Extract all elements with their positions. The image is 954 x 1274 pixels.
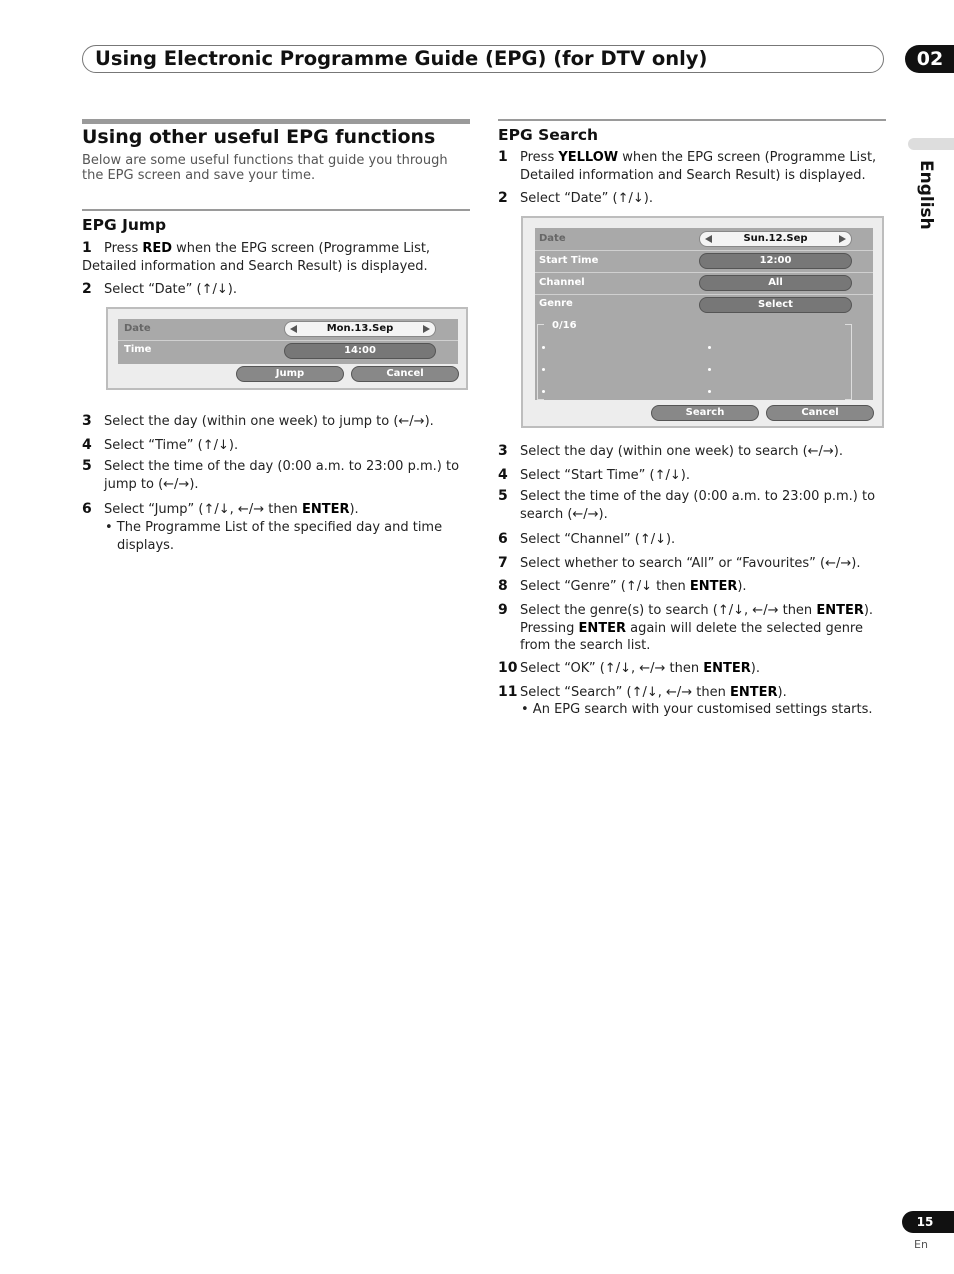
language-tab: [908, 138, 954, 150]
genre-counter: 0/16: [552, 320, 577, 331]
arrow-right-icon: [423, 325, 430, 333]
search-screen: [521, 216, 884, 428]
start-time-field[interactable]: 12:00: [699, 253, 852, 269]
channel-label: Channel: [539, 277, 585, 288]
date-selector[interactable]: Sun.12.Sep: [699, 231, 852, 247]
search-step-1: 1 Press YELLOW when the EPG screen (Programme List, Detailed information and Search Result) is displayed.: [498, 149, 877, 183]
time-field[interactable]: 14:00: [284, 343, 436, 359]
list-bullet: [708, 390, 711, 393]
search-step-4: 4 Select “Start Time” (↑/↓).: [498, 467, 690, 483]
language-label: English: [916, 160, 936, 230]
search-note: • An EPG search with your customised settings starts.: [521, 702, 873, 717]
start-time-label: Start Time: [539, 255, 599, 266]
jump-step-1: 1 Press RED when the EPG screen (Programme List, Detailed information and Search Result) is displayed.: [82, 240, 431, 274]
jump-step-5: 5 Select the time of the day (0:00 a.m. to 23:00 p.m.) to jump to (←/→).: [82, 458, 460, 492]
genre-select-button[interactable]: Select: [699, 297, 852, 313]
list-bullet: [708, 368, 711, 371]
list-bullet: [542, 368, 545, 371]
arrow-left-icon: [290, 325, 297, 333]
list-bracket-left: [537, 324, 544, 400]
epg-search-title: EPG Search: [498, 126, 599, 144]
search-step-9: 9 Select the genre(s) to search (↑/↓, ←/→ then ENTER). Pressing ENTER again will delete the selected genre from the search list.: [498, 602, 874, 653]
arrow-left-icon: [705, 235, 712, 243]
section-rule: [82, 119, 470, 124]
date-label: Date: [124, 323, 151, 334]
section-title: Using other useful EPG functions: [82, 126, 436, 148]
list-bullet: [542, 390, 545, 393]
jump-note: • The Programme List of the specified day and time displays.: [105, 520, 443, 553]
page-header-title: Using Electronic Programme Guide (EPG) (for DTV only): [95, 47, 708, 70]
cancel-button[interactable]: Cancel: [351, 366, 459, 382]
page-number: 15: [916, 1215, 934, 1229]
list-bracket-right: [845, 324, 852, 400]
chapter-number: 02: [916, 48, 944, 70]
jump-button[interactable]: Jump: [236, 366, 344, 382]
search-step-7: 7 Select whether to search “All” or “Favourites” (←/→).: [498, 555, 861, 571]
epg-jump-title: EPG Jump: [82, 216, 167, 234]
jump-step-6: 6 Select “Jump” (↑/↓, ←/→ then ENTER).: [82, 501, 359, 517]
list-bullet: [542, 346, 545, 349]
search-step-3: 3 Select the day (within one week) to search (←/→).: [498, 443, 844, 459]
search-button[interactable]: Search: [651, 405, 759, 421]
page-language: En: [914, 1238, 928, 1251]
subsection-rule: [498, 119, 886, 121]
cancel-button[interactable]: Cancel: [766, 405, 874, 421]
time-label: Time: [124, 344, 152, 355]
jump-step-2: 2 Select “Date” (↑/↓).: [82, 281, 237, 297]
arrow-right-icon: [839, 235, 846, 243]
list-bullet: [708, 346, 711, 349]
jump-screen: [106, 307, 468, 390]
genre-label: Genre: [539, 298, 573, 309]
intro-text: Below are some useful functions that guide you through the EPG screen and save your time.: [82, 153, 448, 183]
search-step-2: 2 Select “Date” (↑/↓).: [498, 190, 653, 206]
search-step-11: 11 Select “Search” (↑/↓, ←/→ then ENTER).: [498, 684, 787, 700]
channel-field[interactable]: All: [699, 275, 852, 291]
jump-step-3: 3 Select the day (within one week) to jump to (←/→).: [82, 413, 434, 429]
search-step-10: 10 Select “OK” (↑/↓, ←/→ then ENTER).: [498, 660, 760, 676]
date-label: Date: [539, 233, 566, 244]
date-selector[interactable]: Mon.13.Sep: [284, 321, 436, 337]
search-step-8: 8 Select “Genre” (↑/↓ then ENTER).: [498, 578, 747, 594]
search-step-5: 5 Select the time of the day (0:00 a.m. to 23:00 p.m.) to search (←/→).: [498, 488, 876, 522]
search-step-6: 6 Select “Channel” (↑/↓).: [498, 531, 676, 547]
subsection-rule: [82, 209, 470, 211]
jump-step-4: 4 Select “Time” (↑/↓).: [82, 437, 239, 453]
